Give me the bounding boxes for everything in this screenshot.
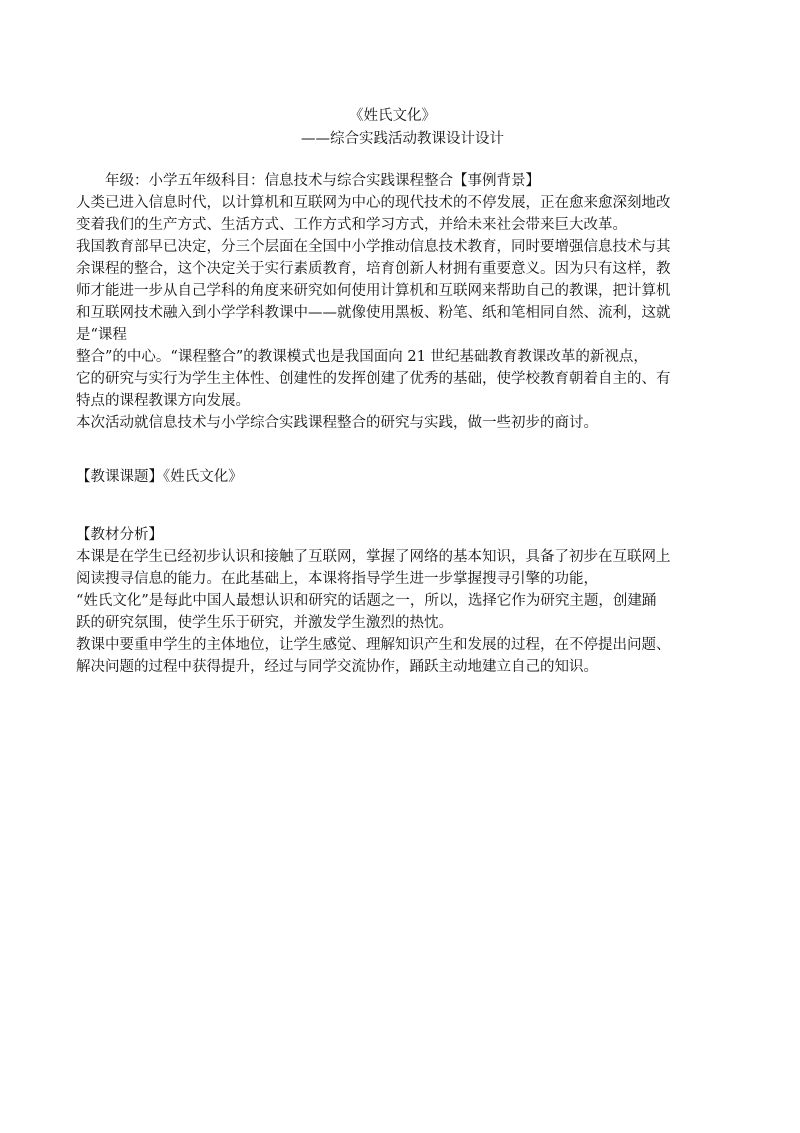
background-line: 本次活动就信息技术与小学综合实践课程整合的研究与实践，做一些初步的商讨。	[76, 415, 598, 431]
analysis-line: “姓氏文化”是每此中国人最想认识和研究的话题之一，所以，选择它作为研究主题，创建踊	[76, 593, 657, 609]
document-body	[76, 170, 716, 678]
analysis-line: 跃的研究氛围，使学生乐于研究，并激发学生激烈的热忱。	[76, 615, 453, 631]
material-analysis-heading: 【教材分析】	[76, 527, 163, 543]
background-line: 余课程的整合，这个决定关于实行素质教育，培育创新人材拥有重要意义。因为只有这样，教	[76, 261, 671, 277]
analysis-line: 教课中要重申学生的主体地位，让学生感觉、理解知识产生和发展的过程，在不停提出问题、	[76, 637, 671, 653]
document-subtitle: ——综合实践活动教课设计设计	[301, 131, 504, 147]
document-title: 《姓氏文化》	[349, 108, 436, 124]
lesson-topic-line: 【教课课题】《姓氏文化》	[76, 469, 243, 485]
case-background-section	[76, 192, 716, 434]
document-header	[0, 105, 800, 151]
background-line: 它的研究与实行为学生主体性、创建性的发挥创建了优秀的基础，使学校教育朝着自主的、有	[76, 371, 671, 387]
analysis-line: 解决问题的过程中获得提升，经过与同学交流协作，踊跃主动地建立自己的知识。	[76, 659, 598, 675]
section-spacer	[76, 488, 716, 524]
background-line: 特点的课程教课方向发展。	[76, 393, 250, 409]
background-line: 我国教育部早已决定，分三个层面在全国中小学推动信息技术教育，同时要增强信息技术与其	[76, 239, 671, 255]
background-line: 整合”的中心。“课程整合”的教课模式也是我国面向 21 世纪基础教育教课改革的新视点，	[76, 349, 648, 365]
analysis-line: 阅读搜寻信息的能力。在此基础上，本课将指导学生进一步掌握搜寻引擎的功能，	[76, 571, 598, 587]
background-line: 人类已进入信息时代，以计算机和互联网为中心的现代技术的不停发展，正在愈来愈深刻地改	[76, 195, 671, 211]
background-line: 变着我们的生产方式、生活方式、工作方式和学习方式，并给未来社会带来巨大改革。	[76, 217, 627, 233]
section-spacer	[76, 434, 716, 466]
background-line: 师才能进一步从自己学科的角度来研究如何使用计算机和互联网来帮助自己的教课，把计算机	[76, 283, 671, 299]
background-line: 是“课程	[76, 327, 127, 343]
material-analysis-section	[76, 546, 716, 678]
grade-subject-line: 年级：小学五年级科目：信息技术与综合实践课程整合【事例背景】	[105, 173, 540, 189]
background-line: 和互联网技术融入到小学学科教课中——就像使用黑板、粉笔、纸和笔相同自然、流利，这就	[76, 305, 671, 321]
analysis-line: 本课是在学生已经初步认识和接触了互联网，掌握了网络的基本知识，具备了初步在互联网上	[76, 549, 671, 565]
